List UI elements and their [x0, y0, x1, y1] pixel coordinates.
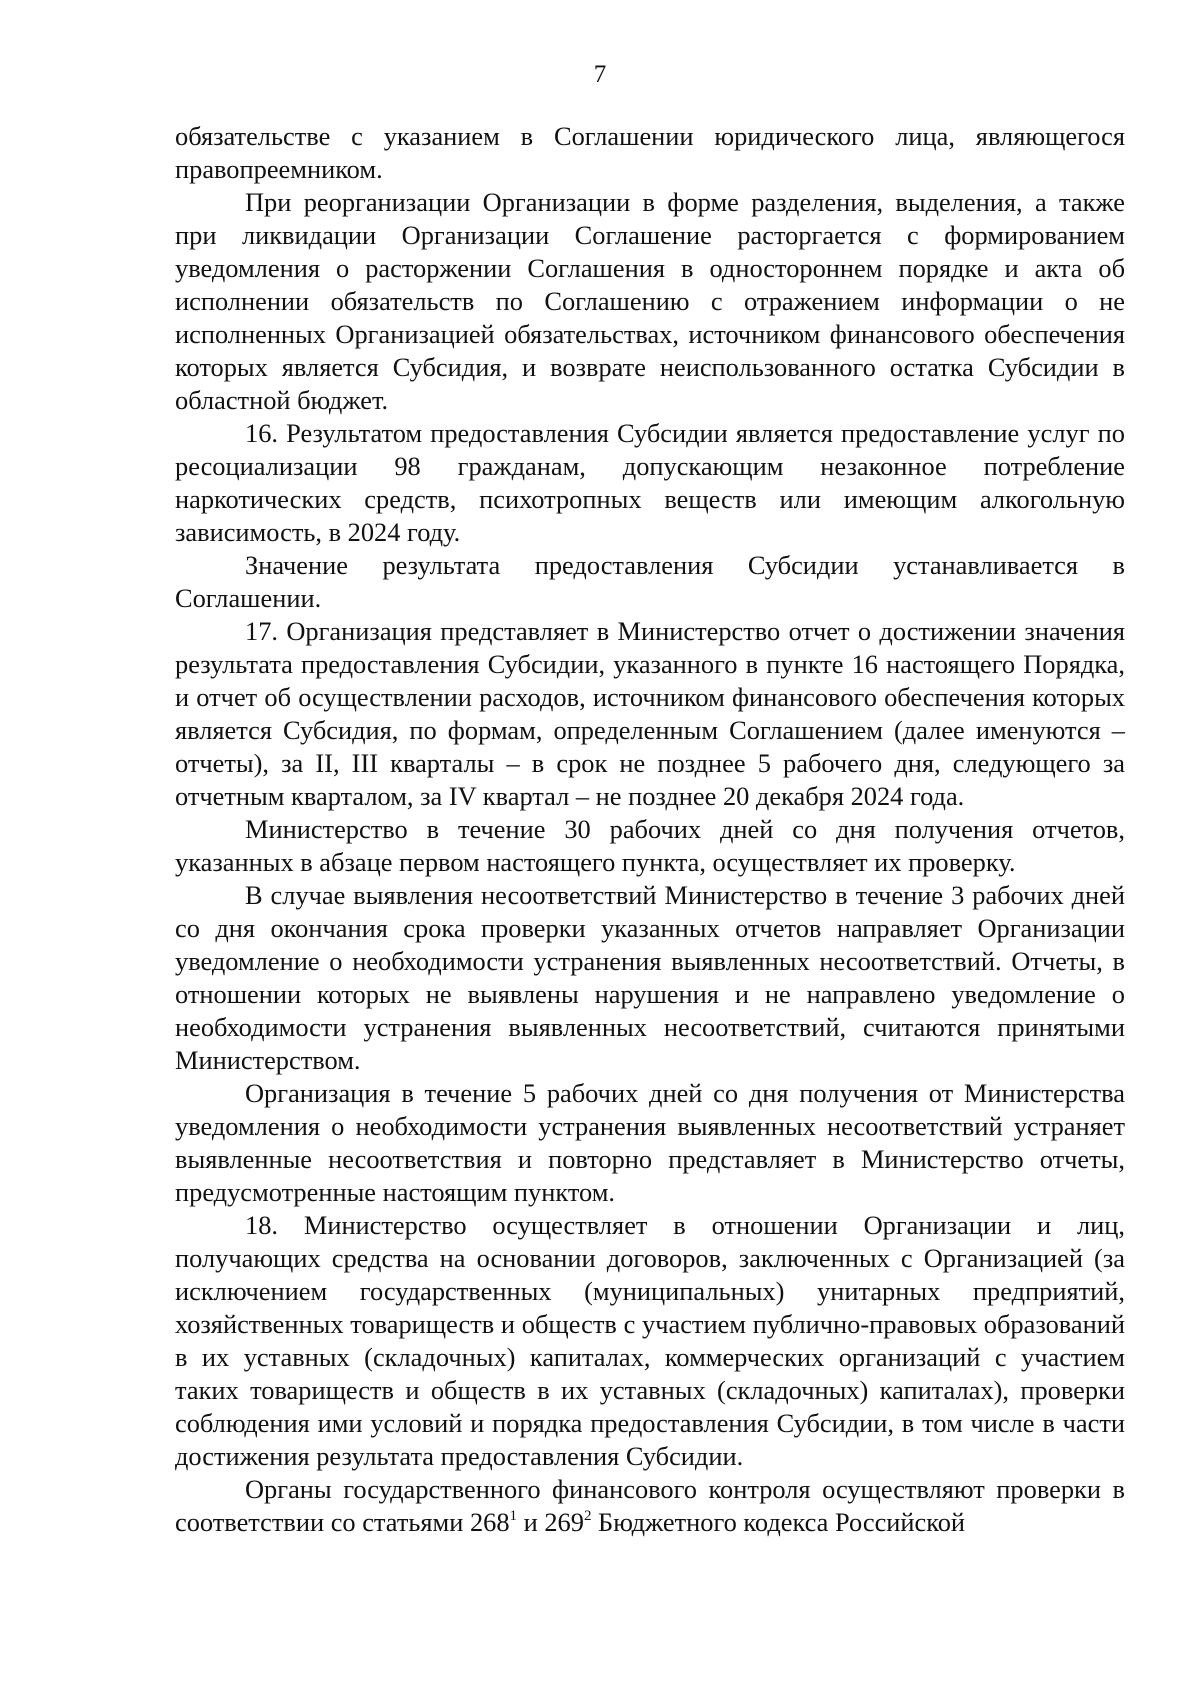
superscript-1: 1 — [509, 1508, 518, 1524]
paragraph-nonconformities: В случае выявления несоответствий Министерство в течение 3 рабочих дней со дня окончания срока проверки указанных отчетов направляет Организации уведомление о необходимости устранения выявленных несоответствий. Отчеты, в отношении которых не выявлены нарушения и не направлено уведомление о необходимости устранения выявленных несоответствий, считаются принятыми Министерством. — [175, 880, 1125, 1075]
financial-control-text-3: Бюджетного кодекса Российской — [591, 1507, 966, 1537]
paragraph-reorganization: При реорганизации Организации в форме разделения, выделения, а также при ликвидации Организации Соглашение расторгается с формированием уведомления о расторжении Соглашения в одностороннем порядке и акта об исполнении обязательств по Соглашению с отражением информации о не исполненных Организацией обязательствах, источником финансового обеспечения которых является Субсидия, и возврате неиспользованного остатка Субсидии в областной бюджет. — [175, 187, 1125, 415]
paragraph-16-result: 16. Результатом предоставления Субсидии является предоставление услуг по ресоциализации 98 гражданам, допускающим незаконное потребление наркотических средств, психотропных веществ или имеющим алкогольную зависимость, в 2024 году. — [175, 418, 1125, 547]
paragraph-result-value: Значение результата предоставления Субсидии устанавливается в Соглашении. — [175, 550, 1125, 613]
superscript-2: 2 — [583, 1508, 592, 1524]
page-number: 7 — [593, 61, 607, 88]
document-body — [175, 120, 1125, 1539]
paragraph-financial-control — [175, 1473, 1125, 1539]
paragraph-17-reports: 17. Организация представляет в Министерство отчет о достижении значения результата предоставления Субсидии, указанного в пункте 16 настоящего Порядка, и отчет об осуществлении расходов, источником финансового обеспечения которых является Субсидия, по формам, определенным Соглашением (далее именуются – отчеты), за II, III кварталы – в срок не позднее 5 рабочего дня, следующего за отчетным кварталом, за IV квартал – не позднее 20 декабря 2024 года. — [175, 616, 1125, 811]
paragraph-18-inspections: 18. Министерство осуществляет в отношении Организации и лиц, получающих средства на основании договоров, заключенных с Организацией (за исключением государственных (муниципальных) унитарных предприятий, хозяйственных товариществ и обществ с участием публично-правовых образований в их уставных (складочных) капиталах, коммерческих организаций с участием таких товариществ и обществ в их уставных (складочных) капиталах), проверки соблюдения ими условий и порядка предоставления Субсидии, в том числе в части достижения результата предоставления Субсидии. — [175, 1210, 1125, 1471]
paragraph-report-check: Министерство в течение 30 рабочих дней со дня получения отчетов, указанных в абзаце первом настоящего пункта, осуществляет их проверку. — [175, 814, 1125, 877]
paragraph-continuation: обязательстве с указанием в Соглашении юридического лица, являющегося правопреемником. — [175, 121, 1125, 184]
financial-control-text-1: Органы государственного финансового контроля осуществляют проверки в соответствии со статьями 268 — [175, 1474, 1125, 1537]
paragraph-correction: Организация в течение 5 рабочих дней со дня получения от Министерства уведомления о необходимости устранения выявленных несоответствий устраняет выявленные несоответствия и повторно представляет в Министерство отчеты, предусмотренные настоящим пунктом. — [175, 1078, 1125, 1207]
financial-control-text-2: и 269 — [517, 1507, 584, 1537]
